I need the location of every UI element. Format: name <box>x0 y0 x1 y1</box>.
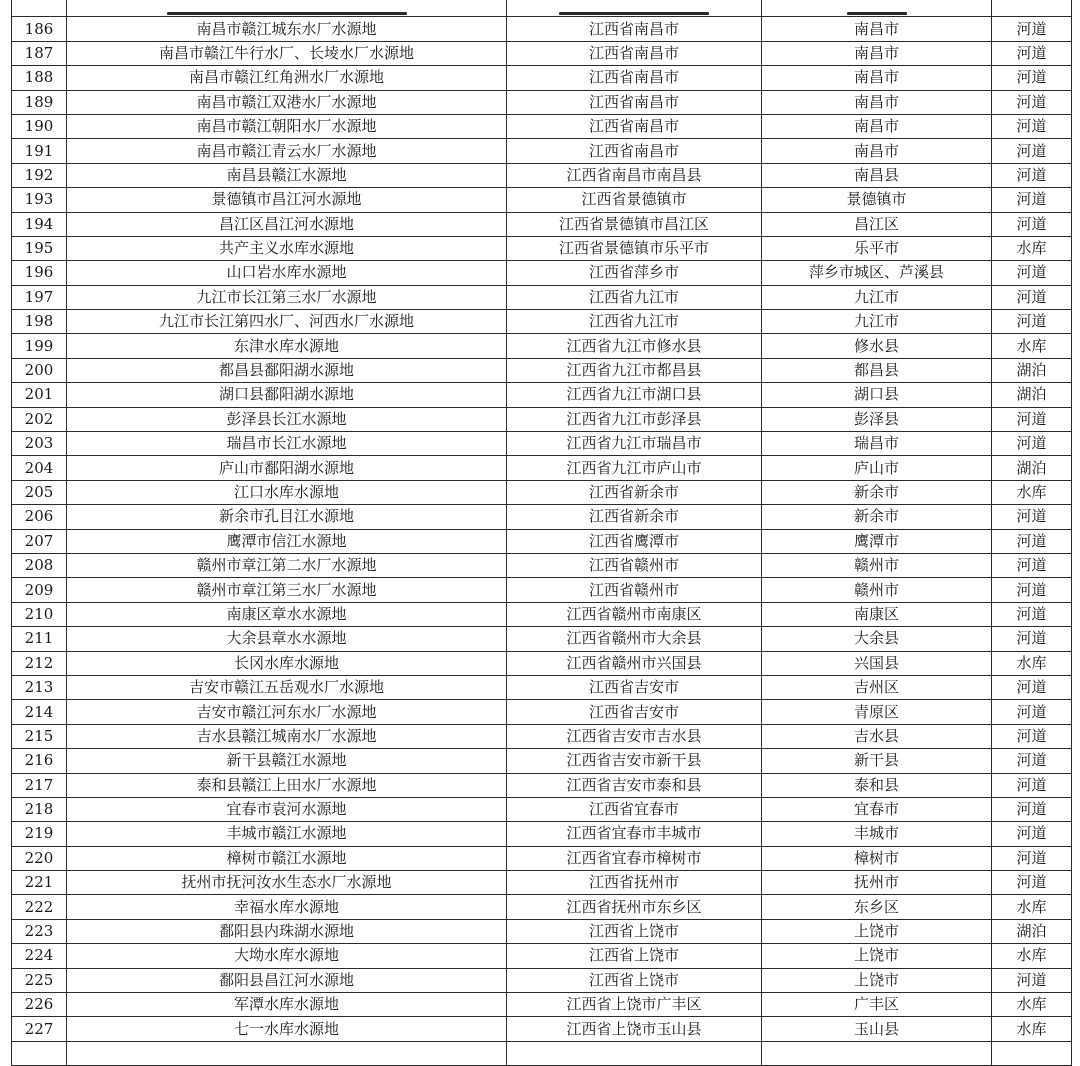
cell-source-name: 南昌市赣江双港水厂水源地 <box>67 90 507 114</box>
cell-source-name: 赣州市章江第三水厂水源地 <box>67 578 507 602</box>
cell-served-area: 彭泽县 <box>762 407 992 431</box>
cell-index: 196 <box>12 261 67 285</box>
cell-location: 江西省萍乡市 <box>507 261 762 285</box>
cell-source-name: 鄱阳县内珠湖水源地 <box>67 919 507 943</box>
cell-source-name: 南昌市赣江青云水厂水源地 <box>67 139 507 163</box>
table-body <box>12 0 1072 1066</box>
table-row <box>12 602 1072 626</box>
table-row <box>12 871 1072 895</box>
cell-water-type: 湖泊 <box>992 919 1072 943</box>
cell-served-area: 南昌市 <box>762 66 992 90</box>
cell-location: 江西省宜春市 <box>507 797 762 821</box>
table-row <box>12 700 1072 724</box>
cell-source-name: 鄱阳县昌江河水源地 <box>67 968 507 992</box>
cell-cut <box>12 1041 67 1065</box>
cell-water-type: 河道 <box>992 871 1072 895</box>
cell-water-type: 水库 <box>992 993 1072 1017</box>
table-row <box>12 90 1072 114</box>
table-row <box>12 846 1072 870</box>
cell-location: 江西省南昌市 <box>507 66 762 90</box>
table-row <box>12 895 1072 919</box>
cell-index: 201 <box>12 383 67 407</box>
cell-water-type: 河道 <box>992 188 1072 212</box>
cell-index: 199 <box>12 334 67 358</box>
cell-cut <box>992 0 1072 17</box>
cell-water-type: 河道 <box>992 66 1072 90</box>
cell-served-area: 抚州市 <box>762 871 992 895</box>
cell-location: 江西省上饶市 <box>507 968 762 992</box>
cell-water-type: 河道 <box>992 749 1072 773</box>
table-row <box>12 578 1072 602</box>
cell-water-type: 河道 <box>992 822 1072 846</box>
cell-served-area: 新余市 <box>762 505 992 529</box>
cell-location: 江西省吉安市 <box>507 675 762 699</box>
cell-source-name: 南昌市赣江牛行水厂、长堎水厂水源地 <box>67 41 507 65</box>
cell-served-area: 景德镇市 <box>762 188 992 212</box>
cell-cut <box>762 0 992 17</box>
cell-index: 204 <box>12 456 67 480</box>
cell-water-type: 河道 <box>992 163 1072 187</box>
cell-index: 186 <box>12 17 67 41</box>
cell-location: 江西省上饶市 <box>507 944 762 968</box>
table-row <box>12 773 1072 797</box>
cell-cut <box>67 1041 507 1065</box>
cell-source-name: 大余县章水水源地 <box>67 627 507 651</box>
cell-index: 215 <box>12 724 67 748</box>
cell-water-type: 河道 <box>992 797 1072 821</box>
cell-served-area: 湖口县 <box>762 383 992 407</box>
cell-index: 190 <box>12 114 67 138</box>
cell-location: 江西省九江市彭泽县 <box>507 407 762 431</box>
table-row <box>12 285 1072 309</box>
cell-water-type: 水库 <box>992 944 1072 968</box>
table-row <box>12 627 1072 651</box>
table-row <box>12 261 1072 285</box>
cell-source-name: 长冈水库水源地 <box>67 651 507 675</box>
cell-served-area: 大余县 <box>762 627 992 651</box>
cell-index: 209 <box>12 578 67 602</box>
cell-source-name: 南昌县赣江水源地 <box>67 163 507 187</box>
cell-water-type: 水库 <box>992 236 1072 260</box>
cell-index: 218 <box>12 797 67 821</box>
table-row <box>12 334 1072 358</box>
cell-index: 214 <box>12 700 67 724</box>
table-row <box>12 358 1072 382</box>
table-row <box>12 236 1072 260</box>
cell-location: 江西省南昌市南昌县 <box>507 163 762 187</box>
table-row <box>12 919 1072 943</box>
cell-source-name: 景德镇市昌江河水源地 <box>67 188 507 212</box>
cell-water-type: 河道 <box>992 773 1072 797</box>
table-row <box>12 383 1072 407</box>
cell-water-type: 河道 <box>992 17 1072 41</box>
cell-source-name: 湖口县鄱阳湖水源地 <box>67 383 507 407</box>
cell-source-name: 山口岩水库水源地 <box>67 261 507 285</box>
cell-water-type: 河道 <box>992 407 1072 431</box>
cell-water-type: 河道 <box>992 846 1072 870</box>
cell-served-area: 乐平市 <box>762 236 992 260</box>
cell-index: 187 <box>12 41 67 65</box>
cell-served-area: 南昌市 <box>762 139 992 163</box>
cell-location: 江西省南昌市 <box>507 41 762 65</box>
cell-source-name: 宜春市袁河水源地 <box>67 797 507 821</box>
table-row <box>12 651 1072 675</box>
cell-location: 江西省赣州市 <box>507 553 762 577</box>
table-row <box>12 163 1072 187</box>
cell-source-name: 抚州市抚河汝水生态水厂水源地 <box>67 871 507 895</box>
cell-location: 江西省吉安市吉水县 <box>507 724 762 748</box>
table-row <box>12 675 1072 699</box>
cell-water-type: 河道 <box>992 724 1072 748</box>
cell-source-name: 泰和县赣江上田水厂水源地 <box>67 773 507 797</box>
cell-served-area: 九江市 <box>762 310 992 334</box>
cell-cut <box>507 1041 762 1065</box>
cell-water-type: 水库 <box>992 480 1072 504</box>
cell-index: 193 <box>12 188 67 212</box>
table-row <box>12 139 1072 163</box>
table-row <box>12 114 1072 138</box>
table-row-cut-top <box>12 0 1072 17</box>
cell-location: 江西省上饶市 <box>507 919 762 943</box>
cell-index: 222 <box>12 895 67 919</box>
cell-served-area: 萍乡市城区、芦溪县 <box>762 261 992 285</box>
cell-water-type: 河道 <box>992 675 1072 699</box>
cell-index: 188 <box>12 66 67 90</box>
cell-water-type: 水库 <box>992 895 1072 919</box>
cell-source-name: 昌江区昌江河水源地 <box>67 212 507 236</box>
cell-water-type: 水库 <box>992 651 1072 675</box>
cell-water-type: 湖泊 <box>992 383 1072 407</box>
table-row <box>12 529 1072 553</box>
cell-served-area: 赣州市 <box>762 553 992 577</box>
cell-source-name: 樟树市赣江水源地 <box>67 846 507 870</box>
cell-water-type: 河道 <box>992 139 1072 163</box>
cell-water-type: 河道 <box>992 212 1072 236</box>
cell-index: 203 <box>12 432 67 456</box>
cell-water-type: 河道 <box>992 505 1072 529</box>
cell-index: 213 <box>12 675 67 699</box>
table-row <box>12 432 1072 456</box>
cell-served-area: 南昌市 <box>762 114 992 138</box>
cell-location: 江西省吉安市新干县 <box>507 749 762 773</box>
table-row <box>12 505 1072 529</box>
cell-index: 194 <box>12 212 67 236</box>
cell-index: 207 <box>12 529 67 553</box>
cell-index: 212 <box>12 651 67 675</box>
cell-index: 198 <box>12 310 67 334</box>
cell-index: 210 <box>12 602 67 626</box>
cell-served-area: 鹰潭市 <box>762 529 992 553</box>
cell-location: 江西省南昌市 <box>507 114 762 138</box>
cell-location: 江西省九江市都昌县 <box>507 358 762 382</box>
cell-water-type: 河道 <box>992 285 1072 309</box>
cell-water-type: 河道 <box>992 602 1072 626</box>
cell-water-type: 河道 <box>992 41 1072 65</box>
table-row <box>12 188 1072 212</box>
table-row <box>12 456 1072 480</box>
cell-cut <box>67 0 507 17</box>
cell-index: 219 <box>12 822 67 846</box>
cell-index: 224 <box>12 944 67 968</box>
cell-location: 江西省赣州市大余县 <box>507 627 762 651</box>
table-row <box>12 407 1072 431</box>
table-row <box>12 968 1072 992</box>
cell-index: 206 <box>12 505 67 529</box>
cell-served-area: 九江市 <box>762 285 992 309</box>
cell-served-area: 兴国县 <box>762 651 992 675</box>
cell-source-name: 南昌市赣江红角洲水厂水源地 <box>67 66 507 90</box>
cell-location: 江西省宜春市樟树市 <box>507 846 762 870</box>
cell-index: 217 <box>12 773 67 797</box>
cell-index: 223 <box>12 919 67 943</box>
cell-location: 江西省九江市 <box>507 310 762 334</box>
cell-source-name: 南昌市赣江朝阳水厂水源地 <box>67 114 507 138</box>
cell-index: 197 <box>12 285 67 309</box>
cell-index: 189 <box>12 90 67 114</box>
cell-source-name: 七一水库水源地 <box>67 1017 507 1041</box>
cell-water-type: 湖泊 <box>992 456 1072 480</box>
cell-served-area: 丰城市 <box>762 822 992 846</box>
cell-source-name: 共产主义水库水源地 <box>67 236 507 260</box>
cell-location: 江西省九江市湖口县 <box>507 383 762 407</box>
cell-index: 192 <box>12 163 67 187</box>
cell-source-name: 南昌市赣江城东水厂水源地 <box>67 17 507 41</box>
cell-location: 江西省九江市瑞昌市 <box>507 432 762 456</box>
cell-location: 江西省南昌市 <box>507 17 762 41</box>
table-row <box>12 480 1072 504</box>
cell-source-name: 九江市长江第四水厂、河西水厂水源地 <box>67 310 507 334</box>
cell-served-area: 上饶市 <box>762 968 992 992</box>
cell-served-area: 宜春市 <box>762 797 992 821</box>
cell-location: 江西省九江市 <box>507 285 762 309</box>
cell-source-name: 吉安市赣江河东水厂水源地 <box>67 700 507 724</box>
cell-served-area: 昌江区 <box>762 212 992 236</box>
cell-location: 江西省景德镇市乐平市 <box>507 236 762 260</box>
cell-cut <box>762 1041 992 1065</box>
cell-location: 江西省新余市 <box>507 505 762 529</box>
table-row <box>12 17 1072 41</box>
cell-location: 江西省上饶市玉山县 <box>507 1017 762 1041</box>
cell-source-name: 瑞昌市长江水源地 <box>67 432 507 456</box>
cell-served-area: 上饶市 <box>762 944 992 968</box>
cell-source-name: 都昌县鄱阳湖水源地 <box>67 358 507 382</box>
cell-water-type: 水库 <box>992 1017 1072 1041</box>
cell-water-type: 河道 <box>992 114 1072 138</box>
cell-index: 211 <box>12 627 67 651</box>
cell-served-area: 东乡区 <box>762 895 992 919</box>
cell-water-type: 河道 <box>992 553 1072 577</box>
water-source-table <box>11 0 1072 1066</box>
cell-location: 江西省赣州市南康区 <box>507 602 762 626</box>
table-row <box>12 310 1072 334</box>
cell-served-area: 广丰区 <box>762 993 992 1017</box>
cell-source-name: 吉安市赣江五岳观水厂水源地 <box>67 675 507 699</box>
cell-source-name: 江口水库水源地 <box>67 480 507 504</box>
table-row <box>12 993 1072 1017</box>
cell-served-area: 瑞昌市 <box>762 432 992 456</box>
cell-index: 221 <box>12 871 67 895</box>
table-row <box>12 724 1072 748</box>
cell-index: 195 <box>12 236 67 260</box>
cell-index: 216 <box>12 749 67 773</box>
table-row <box>12 1017 1072 1041</box>
cell-location: 江西省抚州市东乡区 <box>507 895 762 919</box>
cell-water-type: 河道 <box>992 627 1072 651</box>
cell-served-area: 新干县 <box>762 749 992 773</box>
cell-source-name: 新余市孔目江水源地 <box>67 505 507 529</box>
cell-served-area: 南康区 <box>762 602 992 626</box>
cell-location: 江西省南昌市 <box>507 90 762 114</box>
table-row <box>12 822 1072 846</box>
cell-index: 208 <box>12 553 67 577</box>
cell-location: 江西省宜春市丰城市 <box>507 822 762 846</box>
cell-location: 江西省鹰潭市 <box>507 529 762 553</box>
cell-source-name: 庐山市鄱阳湖水源地 <box>67 456 507 480</box>
table-row <box>12 797 1072 821</box>
table-row <box>12 41 1072 65</box>
cell-served-area: 庐山市 <box>762 456 992 480</box>
cell-location: 江西省上饶市广丰区 <box>507 993 762 1017</box>
cell-location: 江西省九江市庐山市 <box>507 456 762 480</box>
cell-served-area: 樟树市 <box>762 846 992 870</box>
cell-index: 226 <box>12 993 67 1017</box>
cell-water-type: 河道 <box>992 261 1072 285</box>
cell-source-name: 军潭水库水源地 <box>67 993 507 1017</box>
table-row <box>12 553 1072 577</box>
cell-location: 江西省吉安市泰和县 <box>507 773 762 797</box>
cell-cut <box>992 1041 1072 1065</box>
cell-location: 江西省吉安市 <box>507 700 762 724</box>
cell-location: 江西省赣州市兴国县 <box>507 651 762 675</box>
cell-served-area: 南昌市 <box>762 90 992 114</box>
cell-source-name: 赣州市章江第二水厂水源地 <box>67 553 507 577</box>
cell-served-area: 吉水县 <box>762 724 992 748</box>
cell-served-area: 新余市 <box>762 480 992 504</box>
table-row <box>12 66 1072 90</box>
table-row-cut-bottom <box>12 1041 1072 1065</box>
cell-water-type: 河道 <box>992 310 1072 334</box>
cell-cut <box>12 0 67 17</box>
cell-source-name: 东津水库水源地 <box>67 334 507 358</box>
cell-index: 225 <box>12 968 67 992</box>
cell-location: 江西省九江市修水县 <box>507 334 762 358</box>
cell-served-area: 赣州市 <box>762 578 992 602</box>
cell-water-type: 河道 <box>992 432 1072 456</box>
cell-source-name: 新干县赣江水源地 <box>67 749 507 773</box>
cell-water-type: 湖泊 <box>992 358 1072 382</box>
cell-water-type: 河道 <box>992 578 1072 602</box>
cell-index: 191 <box>12 139 67 163</box>
cell-source-name: 丰城市赣江水源地 <box>67 822 507 846</box>
cell-served-area: 玉山县 <box>762 1017 992 1041</box>
cell-location: 江西省景德镇市昌江区 <box>507 212 762 236</box>
cell-served-area: 南昌市 <box>762 41 992 65</box>
cell-served-area: 南昌县 <box>762 163 992 187</box>
cell-served-area: 南昌市 <box>762 17 992 41</box>
cell-water-type: 河道 <box>992 529 1072 553</box>
cell-location: 江西省赣州市 <box>507 578 762 602</box>
cell-water-type: 河道 <box>992 700 1072 724</box>
cell-water-type: 河道 <box>992 90 1072 114</box>
cell-water-type: 河道 <box>992 968 1072 992</box>
cell-source-name: 鹰潭市信江水源地 <box>67 529 507 553</box>
cell-location: 江西省南昌市 <box>507 139 762 163</box>
cell-source-name: 大坳水库水源地 <box>67 944 507 968</box>
cell-served-area: 吉州区 <box>762 675 992 699</box>
cell-served-area: 都昌县 <box>762 358 992 382</box>
cell-location: 江西省新余市 <box>507 480 762 504</box>
table-row <box>12 749 1072 773</box>
cell-index: 202 <box>12 407 67 431</box>
cell-source-name: 吉水县赣江城南水厂水源地 <box>67 724 507 748</box>
cell-index: 227 <box>12 1017 67 1041</box>
cell-index: 205 <box>12 480 67 504</box>
cell-served-area: 上饶市 <box>762 919 992 943</box>
cell-served-area: 修水县 <box>762 334 992 358</box>
cell-served-area: 青原区 <box>762 700 992 724</box>
cell-index: 200 <box>12 358 67 382</box>
cell-water-type: 水库 <box>992 334 1072 358</box>
cell-location: 江西省景德镇市 <box>507 188 762 212</box>
cell-served-area: 泰和县 <box>762 773 992 797</box>
table-row <box>12 944 1072 968</box>
cell-source-name: 南康区章水水源地 <box>67 602 507 626</box>
cell-source-name: 幸福水库水源地 <box>67 895 507 919</box>
table-row <box>12 212 1072 236</box>
cell-cut <box>507 0 762 17</box>
cell-source-name: 彭泽县长江水源地 <box>67 407 507 431</box>
cell-source-name: 九江市长江第三水厂水源地 <box>67 285 507 309</box>
cell-location: 江西省抚州市 <box>507 871 762 895</box>
cell-index: 220 <box>12 846 67 870</box>
